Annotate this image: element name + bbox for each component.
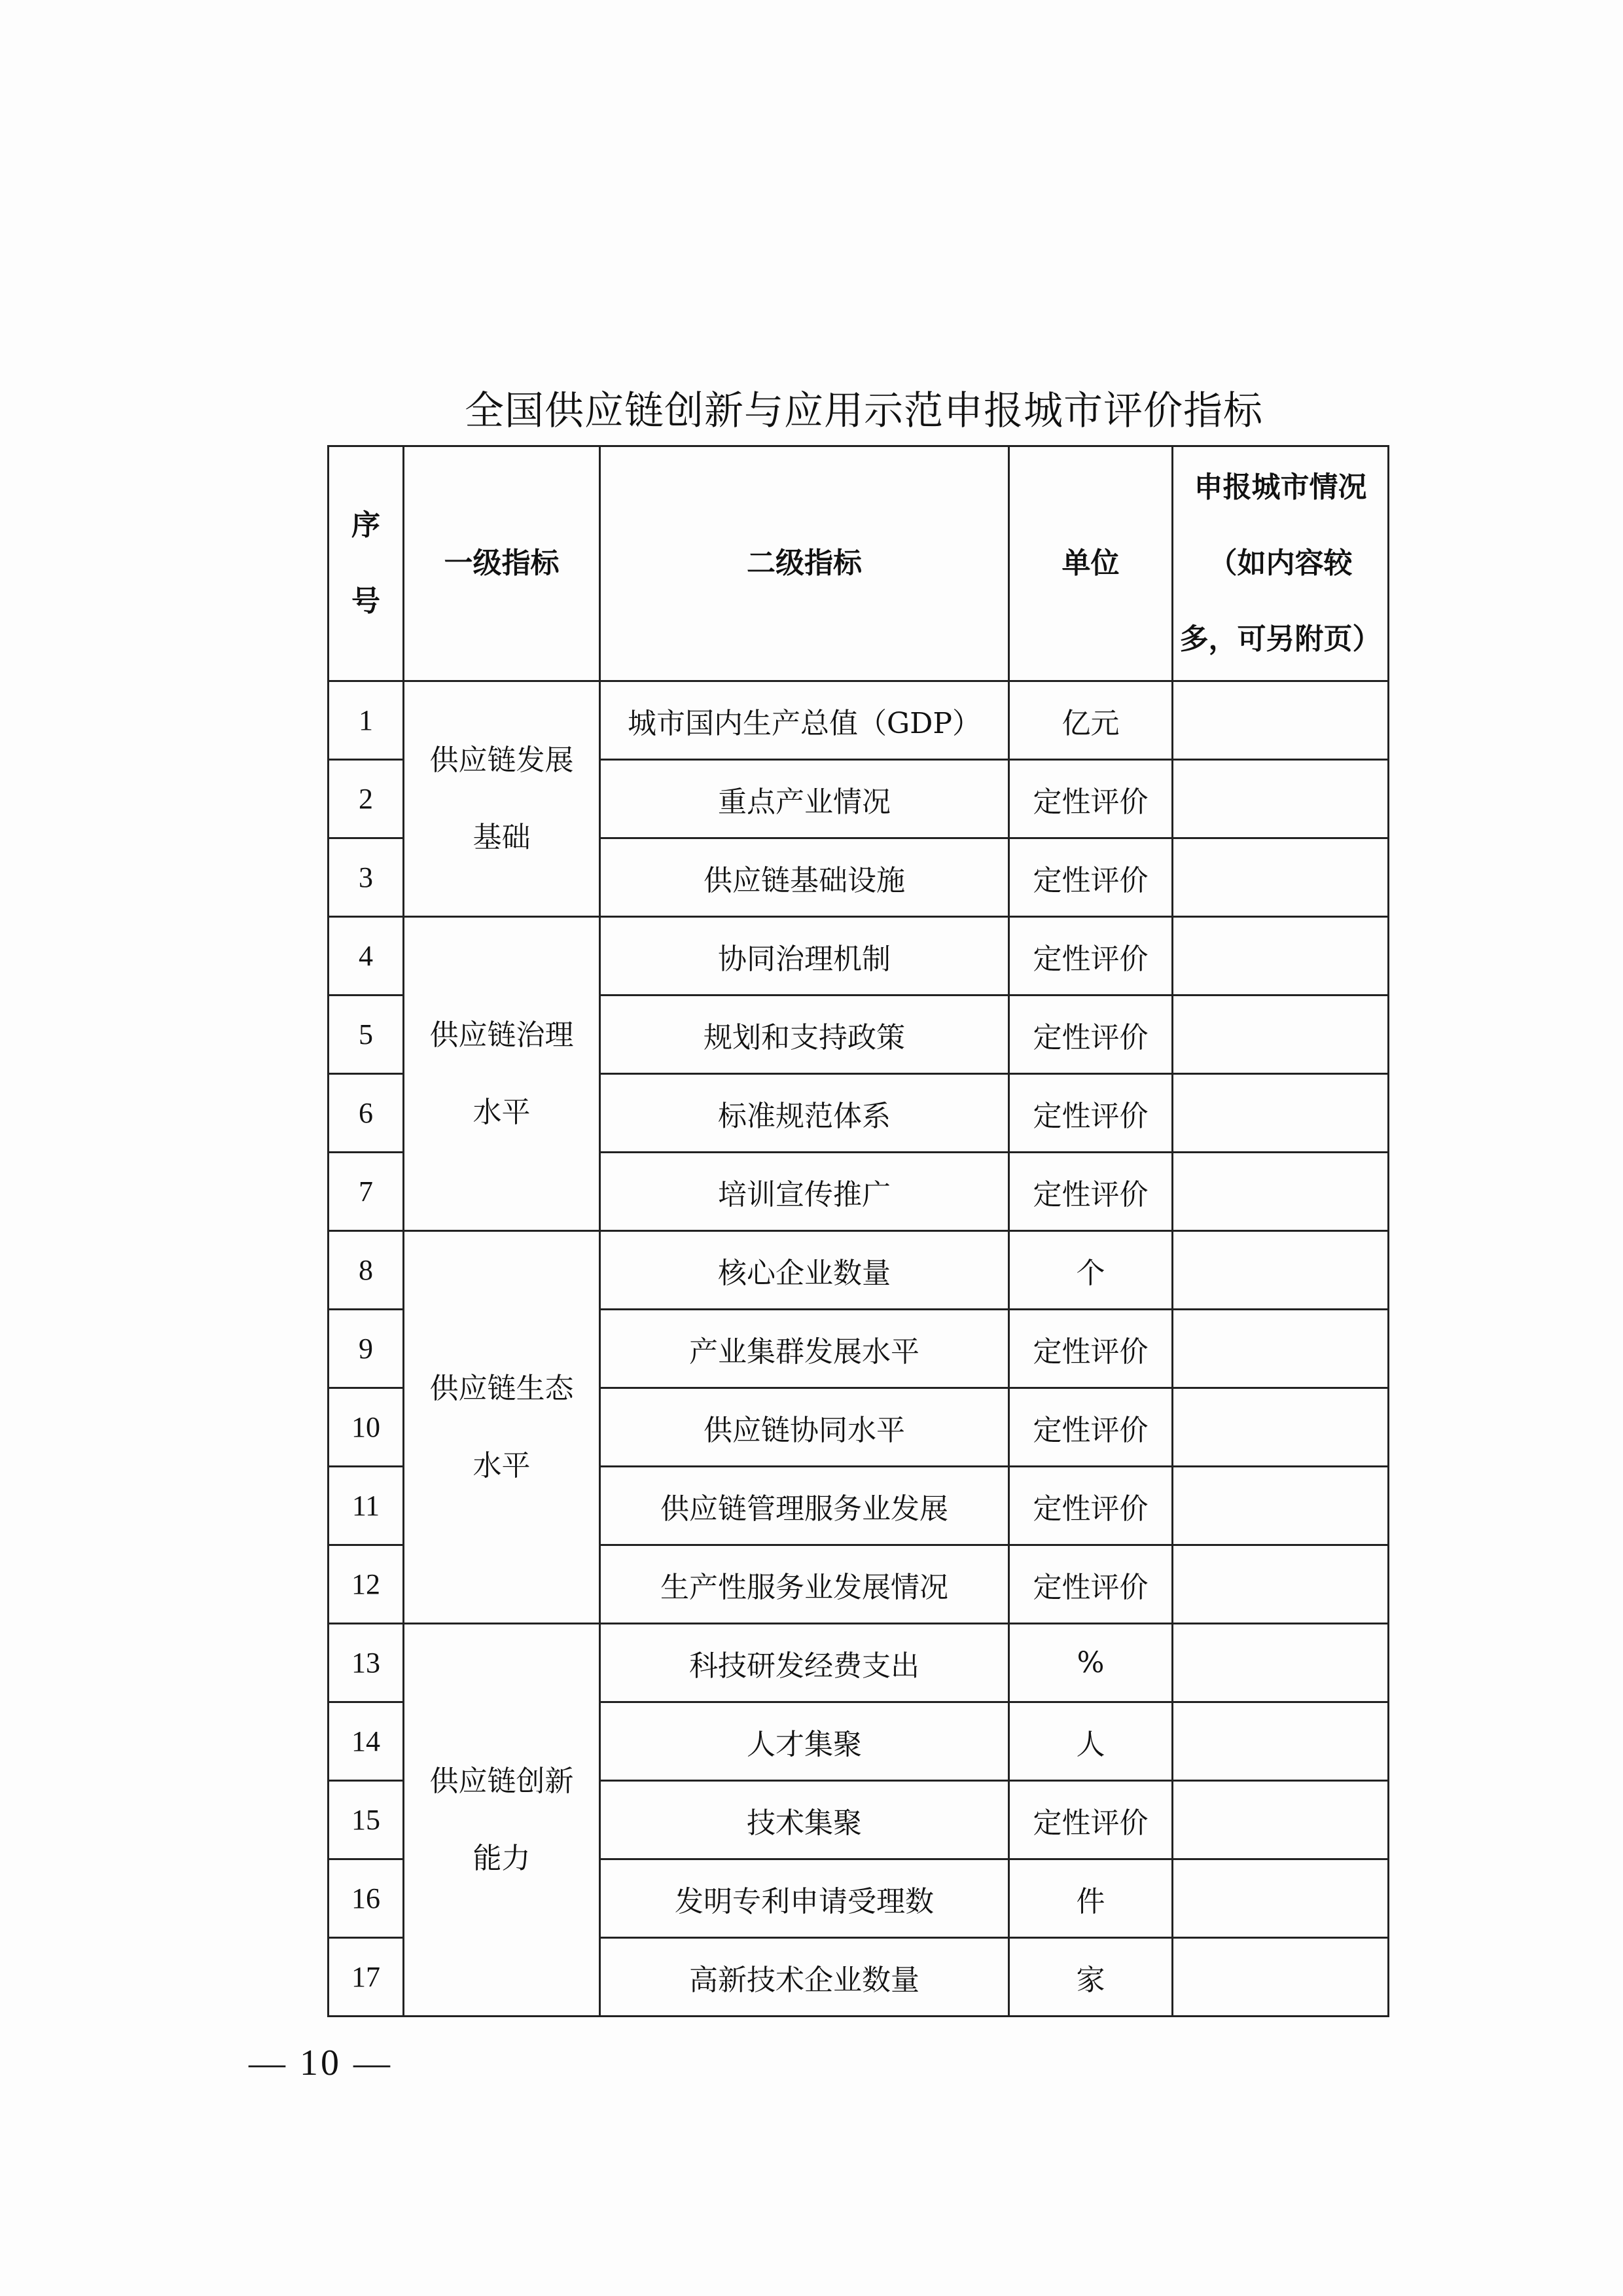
row-unit: %: [1009, 1624, 1173, 1702]
row-indicator: 培训宣传推广: [600, 1153, 1009, 1231]
header-level1: 一级指标: [404, 446, 600, 681]
row-seq: 6: [329, 1074, 404, 1153]
row-seq: 13: [329, 1624, 404, 1702]
row-indicator: 重点产业情况: [600, 760, 1009, 838]
header-city: [1173, 446, 1389, 681]
header-level2: 二级指标: [600, 446, 1009, 681]
row-seq: 12: [329, 1545, 404, 1624]
row-unit: 定性评价: [1009, 1467, 1173, 1545]
group-label: [404, 681, 600, 917]
row-city-cell[interactable]: [1173, 760, 1389, 838]
row-indicator: 供应链管理服务业发展: [600, 1467, 1009, 1545]
row-unit: 定性评价: [1009, 838, 1173, 917]
table-row: [329, 681, 1389, 760]
row-seq: 16: [329, 1859, 404, 1938]
row-indicator: 规划和支持政策: [600, 996, 1009, 1074]
row-indicator: 城市国内生产总值（GDP）: [600, 681, 1009, 760]
row-unit: 定性评价: [1009, 996, 1173, 1074]
row-city-cell[interactable]: [1173, 1624, 1389, 1702]
table-header-row: [329, 446, 1389, 681]
row-seq: 10: [329, 1388, 404, 1467]
row-city-cell[interactable]: [1173, 1074, 1389, 1153]
table-row: [329, 1231, 1389, 1310]
group-label-line1: 供应链发展: [429, 743, 574, 777]
group-label-line2: 基础: [473, 820, 531, 854]
row-city-cell[interactable]: [1173, 1545, 1389, 1624]
header-city-line2: （如内容较: [1208, 547, 1353, 580]
row-seq: 11: [329, 1467, 404, 1545]
header-city-line1: 申报城市情况: [1194, 471, 1367, 504]
row-seq: 15: [329, 1781, 404, 1859]
row-seq: 5: [329, 996, 404, 1074]
row-city-cell[interactable]: [1173, 1153, 1389, 1231]
row-unit: 亿元: [1009, 681, 1173, 760]
row-city-cell[interactable]: [1173, 1859, 1389, 1938]
row-unit: 件: [1009, 1859, 1173, 1938]
row-city-cell[interactable]: [1173, 1781, 1389, 1859]
row-unit: 人: [1009, 1702, 1173, 1781]
row-indicator: 供应链基础设施: [600, 838, 1009, 917]
row-city-cell[interactable]: [1173, 1938, 1389, 2017]
group-label-line1: 供应链创新: [429, 1764, 574, 1798]
group-label-line1: 供应链生态: [429, 1371, 574, 1405]
row-seq: 2: [329, 760, 404, 838]
row-city-cell[interactable]: [1173, 1702, 1389, 1781]
header-seq-line2: 号: [351, 584, 380, 618]
row-unit: 定性评价: [1009, 1153, 1173, 1231]
row-unit: 定性评价: [1009, 1074, 1173, 1153]
row-unit: 定性评价: [1009, 1545, 1173, 1624]
row-seq: 7: [329, 1153, 404, 1231]
row-seq: 1: [329, 681, 404, 760]
row-indicator: 科技研发经费支出: [600, 1624, 1009, 1702]
row-seq: 9: [329, 1310, 404, 1388]
row-unit: 定性评价: [1009, 917, 1173, 996]
row-seq: 3: [329, 838, 404, 917]
row-city-cell[interactable]: [1173, 1231, 1389, 1310]
row-indicator: 协同治理机制: [600, 917, 1009, 996]
row-indicator: 标准规范体系: [600, 1074, 1009, 1153]
row-seq: 17: [329, 1938, 404, 2017]
row-seq: 14: [329, 1702, 404, 1781]
row-city-cell[interactable]: [1173, 917, 1389, 996]
group-label: [404, 917, 600, 1231]
table-row: [329, 917, 1389, 996]
page-title: 全国供应链创新与应用示范申报城市评价指标: [465, 388, 1263, 434]
row-indicator: 核心企业数量: [600, 1231, 1009, 1310]
evaluation-table: [327, 445, 1389, 2017]
row-indicator: 人才集聚: [600, 1702, 1009, 1781]
row-unit: 定性评价: [1009, 1388, 1173, 1467]
group-label-line2: 能力: [473, 1841, 531, 1875]
row-unit: 定性评价: [1009, 1781, 1173, 1859]
row-unit: 个: [1009, 1231, 1173, 1310]
row-indicator: 产业集群发展水平: [600, 1310, 1009, 1388]
row-unit: 定性评价: [1009, 1310, 1173, 1388]
group-label-line2: 水平: [473, 1448, 531, 1482]
row-unit: 定性评价: [1009, 760, 1173, 838]
header-unit: 单位: [1009, 446, 1173, 681]
row-indicator: 供应链协同水平: [600, 1388, 1009, 1467]
group-label-line1: 供应链治理: [429, 1018, 574, 1052]
row-city-cell[interactable]: [1173, 1467, 1389, 1545]
row-city-cell[interactable]: [1173, 681, 1389, 760]
row-indicator: 高新技术企业数量: [600, 1938, 1009, 2017]
header-seq-line1: 序: [351, 509, 380, 542]
header-city-line3: 多，可另附页）: [1179, 622, 1382, 656]
row-city-cell[interactable]: [1173, 838, 1389, 917]
row-indicator: 发明专利申请受理数: [600, 1859, 1009, 1938]
row-seq: 8: [329, 1231, 404, 1310]
row-seq: 4: [329, 917, 404, 996]
row-city-cell[interactable]: [1173, 1310, 1389, 1388]
row-city-cell[interactable]: [1173, 996, 1389, 1074]
row-indicator: 生产性服务业发展情况: [600, 1545, 1009, 1624]
group-label-line2: 水平: [473, 1095, 531, 1129]
page-number: — 10 —: [249, 2043, 393, 2083]
row-city-cell[interactable]: [1173, 1388, 1389, 1467]
group-label: [404, 1231, 600, 1624]
header-seq: [329, 446, 404, 681]
row-unit: 家: [1009, 1938, 1173, 2017]
row-indicator: 技术集聚: [600, 1781, 1009, 1859]
group-label: [404, 1624, 600, 2017]
table-row: [329, 1624, 1389, 1702]
